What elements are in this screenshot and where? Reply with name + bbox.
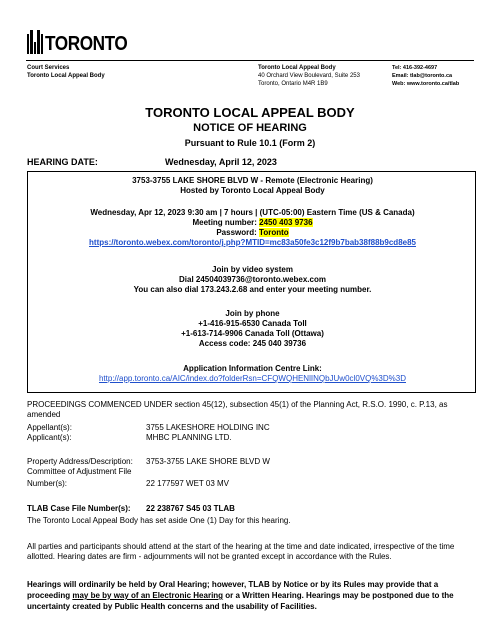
hearing-details-box xyxy=(27,171,476,393)
notice-underlined: may be by way of an Electronic Hearing xyxy=(72,591,224,600)
box-meeting-number-line xyxy=(28,218,477,228)
header-divider xyxy=(26,60,474,61)
header-email: Email: tlab@toronto.ca xyxy=(392,73,453,79)
webex-link[interactable]: https://toronto.webex.com/toronto/j.php?MTID=mc83a50fe3c12f9b7bab38f88b9cd8e85 xyxy=(89,238,416,247)
box-time: Wednesday, Apr 12, 2023 9:30 am | 7 hours | (UTC-05:00) Eastern Time (US & Canada) xyxy=(90,208,415,217)
info-centre-link[interactable]: http://app.toronto.ca/AIC/index.do?folderRsn=CFQWQHENlINQbJUw0cl0VQ%3D%3D xyxy=(98,374,406,383)
password-value: Toronto xyxy=(259,228,289,237)
toronto-logo xyxy=(27,26,141,54)
attendance-text: All parties and participants should attend at the start of the hearing at the time and date indicated, irrespective of the time allotted. Hearing dates are firm - adjournments will not be granted except in accordance with the Rules. xyxy=(27,542,455,561)
phone-ottawa: +1-613-714-9906 Canada Toll (Ottawa) xyxy=(181,329,324,338)
city-hall-icon xyxy=(27,30,43,54)
meeting-number: 2450 403 9736 xyxy=(259,218,313,227)
phone-toronto: +1-416-915-6530 Canada Toll xyxy=(198,319,307,328)
header-web: Web: www.toronto.ca/tlab xyxy=(392,81,460,87)
password-label: Password: xyxy=(216,228,260,237)
hearing-date-label: HEARING DATE: xyxy=(27,157,98,167)
applicant-label: Applicant(s): xyxy=(27,433,72,442)
meeting-number-label: Meeting number: xyxy=(192,218,260,227)
property-label: Property Address/Description: xyxy=(27,457,133,466)
video-alt: You can also dial 173.243.2.68 and enter your meeting number. xyxy=(133,285,372,294)
hearing-notice xyxy=(27,579,477,612)
logo-text: TORONTO xyxy=(45,33,128,55)
header-col2-line3: Toronto, Ontario M4R 1B9 xyxy=(258,81,328,87)
case-file-label: TLAB Case File Number(s): xyxy=(27,504,131,513)
phone-title: Join by phone xyxy=(225,309,280,318)
header-col2-line1: Toronto Local Appeal Body xyxy=(258,65,336,71)
hearing-date-value: Wednesday, April 12, 2023 xyxy=(165,157,277,167)
header-col-court xyxy=(27,64,105,80)
notice-title: NOTICE OF HEARING xyxy=(193,122,307,134)
committee-label: Committee of Adjustment File xyxy=(27,467,132,476)
header-col-address xyxy=(258,64,360,88)
header-tel: Tel: 416-392-4697 xyxy=(392,65,438,71)
rule-subtitle: Pursuant to Rule 10.1 (Form 2) xyxy=(184,138,316,148)
box-location: 3753-3755 LAKE SHORE BLVD W - Remote (Electronic Hearing) xyxy=(132,176,373,185)
aside-text: The Toronto Local Appeal Body has set aside One (1) Day for this hearing. xyxy=(27,516,291,525)
page-title: TORONTO LOCAL APPEAL BODY xyxy=(145,105,355,120)
case-file-value: 22 238767 S45 03 TLAB xyxy=(146,504,235,513)
appellant-value: 3755 LAKESHORE HOLDING INC xyxy=(146,423,270,432)
info-centre-title: Application Information Centre Link: xyxy=(183,364,322,373)
header-col1-line1: Court Services xyxy=(27,65,70,71)
header-col1-line2: Toronto Local Appeal Body xyxy=(27,73,105,79)
header-col2-line2: 40 Orchard View Boulevard, Suite 253 xyxy=(258,73,360,79)
appellant-label: Appellant(s): xyxy=(27,423,72,432)
video-dial: Dial 24504039736@toronto.webex.com xyxy=(179,275,326,284)
proceedings-text: PROCEEDINGS COMMENCED UNDER section 45(12), subsection 45(1) of the Planning Act, R.S.O. 1990, c. P.13, as amended xyxy=(27,400,448,419)
file-number-value: 22 177597 WET 03 MV xyxy=(146,479,230,488)
property-value: 3753-3755 LAKE SHORE BLVD W xyxy=(146,457,270,466)
box-password-line xyxy=(28,228,477,238)
notice-part1: Hearings will ordinarily be held by Oral Hearing; however, TLAB by Notice or by its Rules may provide that a proceeding xyxy=(27,580,439,600)
box-host: Hosted by Toronto Local Appeal Body xyxy=(180,186,325,195)
notice-part2: or a Written Hearing. Hearings may be postponed due to the uncertainty created by Public Health concerns and the usability of Facilities. xyxy=(27,591,454,611)
video-title: Join by video system xyxy=(212,265,293,274)
header-col-contact xyxy=(392,64,459,88)
applicant-value: MHBC PLANNING LTD. xyxy=(146,433,232,442)
file-number-label: Number(s): xyxy=(27,479,68,488)
access-code: Access code: 245 040 39736 xyxy=(198,339,307,348)
